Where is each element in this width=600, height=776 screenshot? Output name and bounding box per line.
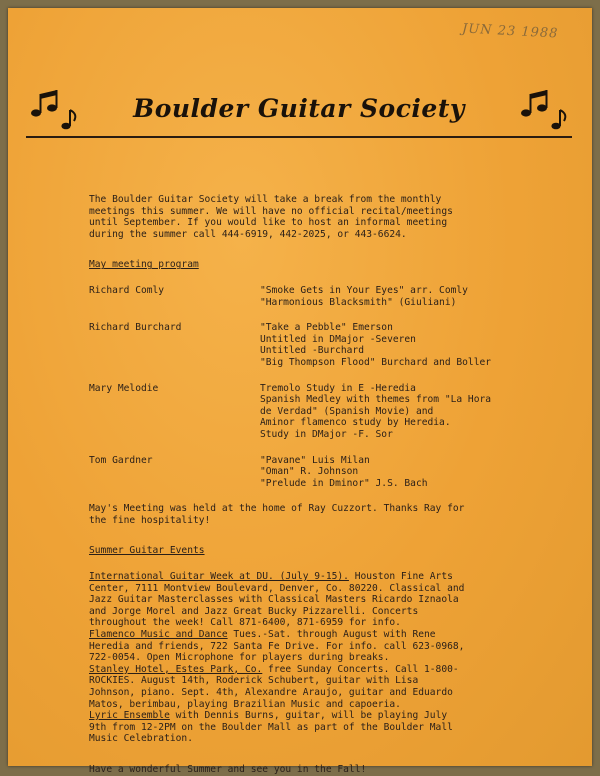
piece-list: "Pavane" Luis Milan "Oman" R. Johnson "Prelude in Dminor" J.S. Bach xyxy=(260,454,428,489)
flyer-sheet xyxy=(8,8,592,775)
summer-events-heading: Summer Guitar Events xyxy=(89,545,205,557)
performer-name: Tom Gardner xyxy=(89,454,153,466)
performer-name: Richard Burchard xyxy=(89,322,182,334)
event-title-guitar-week: International Guitar Week at DU. (July 9-15). xyxy=(89,571,349,583)
event-title-lyric-ensemble: Lyric Ensemble xyxy=(89,710,170,722)
music-notes-icon xyxy=(518,88,570,132)
summer-events-list: International Guitar Week at DU. (July 9-15). Houston Fine Arts Center, 7111 Montview Boulevard, Denver, Co. 80220. Classical and Jazz Guitar Masterclasses with Classical Masters Ricardo Iznaola and Jorge Morel and Jazz Great Bucky Pizzarelli. Concerts throughout the week! Call 871-6400, 871-6959 for info. Flamenco Music and Dance Tues.-Sat. through August with Rene Heredia and friends, 722 Santa Fe Drive. For info. call 623-0968, 722-0054. Open Microphone for players during breaks. Stanley Hotel, Estes Park, Co. free Sunday Concerts. Call 1-800- ROCKIES. August 14th, Roderick Schubert, guitar with Lisa Johnson, piano. Sept. 4th, Alexandre Araujo, guitar and Eduardo Matos, berimbau, playing Brazilian Music and capoeria. Lyric Ensemble with Dennis Burns, guitar, will be playing July 9th from 12-2PM on the Boulder Mall as part of the Boulder Mall Music Celebration. xyxy=(89,571,465,745)
intro-paragraph: The Boulder Guitar Society will take a break from the monthly meetings this summer. We will have no official recital/meetings until September. If you would like to host an informal meeting during the summer call 444-6919, 442-2025, or 443-6624. xyxy=(89,194,453,240)
title-divider xyxy=(26,136,572,138)
piece-list: "Smoke Gets in Your Eyes" arr. Comly "Harmonious Blacksmith" (Giuliani) xyxy=(260,284,468,308)
event-title-flamenco: Flamenco Music and Dance xyxy=(89,629,228,641)
mays-meeting-note: May's Meeting was held at the home of Ray Cuzzort. Thanks Ray for the fine hospitality! xyxy=(89,503,465,526)
may-program-heading: May meeting program xyxy=(89,259,199,271)
newsletter-body xyxy=(89,194,559,776)
program-entry xyxy=(89,322,559,368)
masthead xyxy=(26,86,572,142)
performer-name: Mary Melodie xyxy=(89,382,159,394)
piece-list: Tremolo Study in E -Heredia Spanish Medley with themes from "La Hora de Verdad" (Spanish Movie) and Aminor flamenco study by Heredia. Study in DMajor -F. Sor xyxy=(260,382,492,440)
program-entry xyxy=(89,383,559,441)
closing-line: Have a wonderful Summer and see you in the Fall! xyxy=(89,763,367,775)
handwritten-date: JUN 23 1988 xyxy=(461,21,559,42)
event-title-stanley-hotel: Stanley Hotel, Estes Park, Co. xyxy=(89,663,263,675)
program-entry xyxy=(89,455,559,490)
piece-list: "Take a Pebble" Emerson Untitled in DMajor -Severen Untitled -Burchard "Big Thompson Flood" Burchard and Boller xyxy=(260,322,492,368)
page-title: Boulder Guitar Society xyxy=(133,94,465,123)
program-entry xyxy=(89,285,559,308)
performer-name: Richard Comly xyxy=(89,284,165,296)
